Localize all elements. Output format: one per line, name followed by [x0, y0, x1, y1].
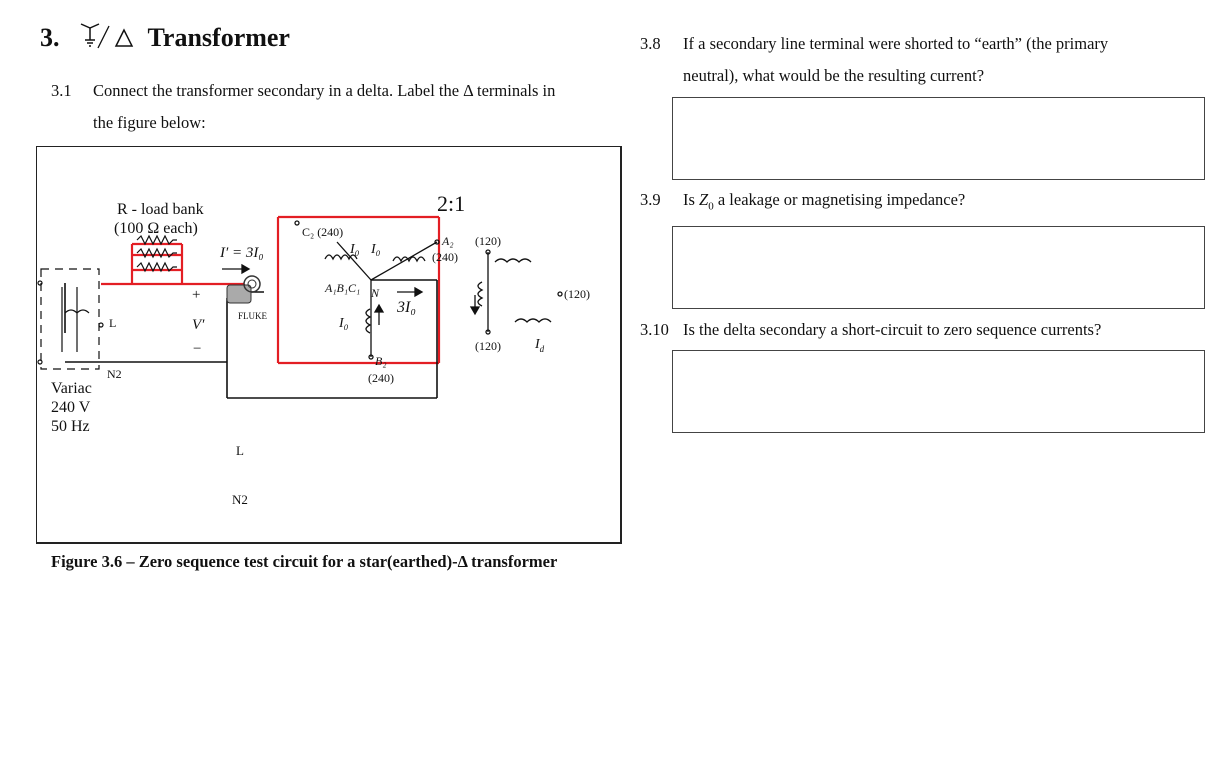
question-text-line1: Connect the transformer secondary in a delta. Label the Δ terminals in: [93, 81, 556, 100]
question-text-line2: neutral), what would be the resulting current?: [683, 66, 985, 85]
label-l-bottom: L: [236, 443, 244, 458]
label-b2-voltage: (240): [368, 371, 394, 385]
label-vprime: V′: [192, 317, 205, 333]
label-abc1: A₁B₁C₁: [325, 281, 361, 295]
label-variac-voltage: 240 V: [51, 399, 91, 416]
section-number: 3.: [40, 23, 60, 52]
label-current-i: I′ = 3I₀: [220, 245, 264, 261]
label-bottom-120: (120): [475, 339, 501, 353]
red-wiring: [101, 217, 439, 363]
question-3-8: [640, 28, 1205, 92]
label-a-120: (120): [475, 234, 501, 248]
label-b2: B₂: [375, 354, 387, 368]
label-load-bank-value: (100 Ω each): [114, 220, 198, 237]
label-n2-bottom: N2: [232, 492, 248, 507]
label-i0-right: I₀: [371, 242, 381, 257]
label-ratio: 2:1: [437, 191, 466, 216]
variac-symbol: [38, 269, 103, 369]
figure-caption: Figure 3.6 – Zero sequence test circuit for a star(earthed)-Δ transformer: [51, 552, 558, 571]
figure-labels: [51, 191, 590, 507]
answer-box-3-9[interactable]: [672, 226, 1205, 309]
label-plus: +: [192, 287, 201, 303]
section-title: Transformer: [147, 23, 290, 52]
figure-circuit: [36, 146, 622, 544]
question-number: 3.1: [51, 81, 72, 100]
question-text-line2: the figure below:: [93, 113, 206, 132]
label-l-terminal: L: [109, 316, 117, 330]
label-i0-down: I₀: [339, 316, 349, 331]
question-number: 3.8: [640, 34, 661, 53]
question-text: Is $Z_0$ a leakage or magnetising impedance?: [683, 190, 966, 213]
label-right-120: (120): [564, 287, 590, 301]
question-3-10: [640, 314, 1205, 346]
label-a2: A₂: [442, 234, 454, 248]
label-load-bank: R - load bank: [117, 201, 204, 218]
answer-box-3-10[interactable]: [672, 350, 1205, 433]
label-variac-frequency: 50 Hz: [51, 418, 90, 435]
star-earthed-delta-icon: [76, 22, 138, 54]
label-3i0: 3I₀: [397, 299, 416, 316]
label-a2-voltage: (240): [432, 250, 458, 264]
question-3-9: [640, 184, 1205, 216]
resistor-bank: [137, 236, 177, 271]
question-text-line1: If a secondary line terminal were shorted to “earth” (the primary: [683, 34, 1109, 53]
label-minus: −: [193, 341, 202, 357]
circuit-diagram: [37, 147, 620, 542]
section-heading: [40, 22, 290, 54]
label-fluke: FLUKE: [238, 311, 267, 321]
question-text: Is the delta secondary a short-circuit to zero sequence currents?: [683, 320, 1102, 339]
fluke-clamp-meter: [227, 276, 260, 303]
label-n2-terminal: N2: [107, 367, 122, 381]
label-c2: C₂ (240): [302, 225, 344, 239]
label-i0-left: I₀: [350, 242, 360, 257]
label-variac: Variac: [51, 380, 92, 397]
answer-box-3-8[interactable]: [672, 97, 1205, 180]
question-3-1: [51, 75, 616, 139]
label-id: $I_d$: [535, 337, 545, 354]
label-neutral: N: [371, 286, 380, 300]
question-number: 3.9: [640, 190, 661, 209]
question-number: 3.10: [640, 320, 669, 339]
